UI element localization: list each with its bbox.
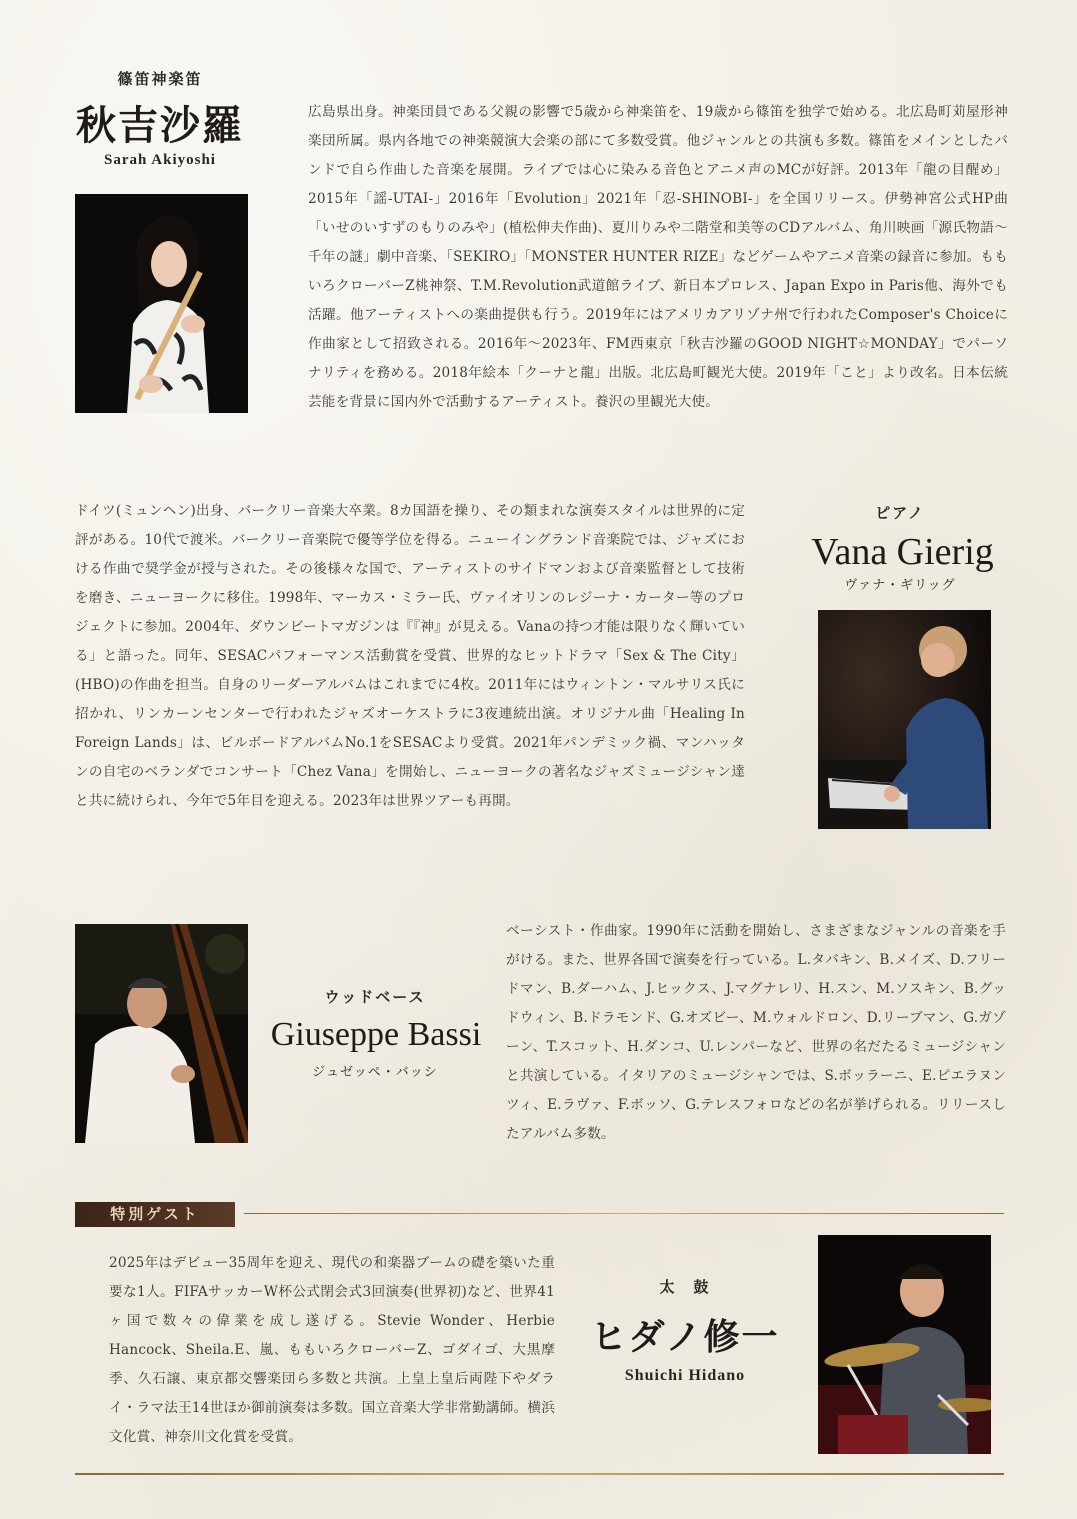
pianist-photo-icon bbox=[818, 610, 991, 829]
role-label: 篠笛神楽笛 bbox=[117, 70, 203, 88]
divider bbox=[244, 1213, 1004, 1214]
performer-name-en: Shuichi Hidano bbox=[624, 1367, 746, 1384]
performer-name-en: Sarah Akiyoshi bbox=[104, 152, 216, 168]
role-label: ピアノ bbox=[875, 504, 925, 522]
performer-bio: 広島県出身。神楽団員である父親の影響で5歳から神楽笛を、19歳から篠笛を独学で始める。北広島町苅屋形神楽団所属。県内各地での神楽競演大会楽の部にて多数受賞。他ジャンルとの共演も多数。篠笛をメインとしたバンドで自ら作曲した音楽を展開。ライブでは心に染みる音色とアニメ声のMCが好評。2013年「龍の目醒め」2015年「謡-UTAI-」2016年「Evolution」2021年「忍-SHINOBI-」を全国リリース。伊勢神宮公式HP曲「いせのいすずのもりのみや」(植松伸夫作曲)、夏川りみや二階堂和美等のCDアルバム、角川映画「源氏物語〜千年の謎」劇中音楽、「SEKIRO」「MONSTER HUNTER RIZE」などゲームやアニメ音楽の録音に参加。ももいろクローバーZ桃神祭、T.M.Revolution武道館ライブ、新日本プロレス、Japan Expo in Paris他、海外でも活躍。他アーティストへの楽曲提供も行う。2019年にはアメリカアリゾナ州で行われたComposer's Choiceに作曲家として招致される。2016年〜2023年、FM西東京「秋吉沙羅のGOOD NIGHT☆MONDAY」でパーソナリティを務める。2018年絵本「クーナと龍」出版。北広島町観光大使。2019年「こと」より改名。日本伝統芸能を背景に国内外で活動するアーティスト。養沢の里観光大使。 bbox=[308, 104, 1008, 410]
bassist-photo-icon bbox=[75, 924, 248, 1143]
special-guest-label: 特別ゲスト bbox=[75, 1202, 235, 1227]
performer-name-en: Vana Gierig bbox=[811, 531, 994, 573]
performer-name-en: Giuseppe Bassi bbox=[270, 1016, 482, 1053]
performer-bio: 2025年はデビュー35周年を迎え、現代の和楽器ブームの礎を築いた重要な1人。FIFAサッカーW杯公式閉会式3回演奏(世界初)など、世界41ヶ国で数々の偉業を成し遂げる。Stevie Wonder、Herbie Hancock、Sheila.E、嵐、ももいろクローバーZ、ゴダイゴ、大黒摩季、久石譲、東京都交響楽団ら多数と共演。上皇上皇后両陛下やダライ・ラマ法王14世ほか御前演奏は多数。国立音楽大学非常勤講師。横浜文化賞、神奈川文化賞を受賞。 bbox=[109, 1255, 555, 1445]
performer-name-kana: ジュゼッペ・バッシ bbox=[312, 1065, 438, 1080]
performer-photo bbox=[818, 1235, 991, 1454]
drummer-photo-icon bbox=[818, 1235, 991, 1454]
performer-photo bbox=[75, 924, 248, 1143]
role-label: ウッドベース bbox=[324, 988, 426, 1006]
performer-photo bbox=[75, 194, 248, 413]
performer-name-kana: ヴァナ・ギリッグ bbox=[844, 578, 956, 593]
performer-bio: ドイツ(ミュンヘン)出身、バークリー音楽大卒業。8カ国語を操り、その類まれな演奏スタイルは世界的に定評がある。10代で渡米。バークリー音楽院で優等学位を得る。ニューイングランド音楽院では、ジャズにおける作曲で奨学金が授与された。その後様々な国で、アーティストのサイドマンおよび音楽監督として技術を磨き、ニューヨークに移住。1998年、マーカス・ミラー氏、ヴァイオリンのレジーナ・カーター等のプロジェクトに参加。2004年、ダウンビートマガジンは『『神』が見える。Vanaの持つ才能は限りなく輝いている」と語った。同年、SESACパフォーマンス活動賞を受賞、世界的なヒットドラマ「Sex & The City」(HBO)の作曲を担当。自身のリーダーアルバムはこれまでに4枚。2011年にはウィントン・マルサリス氏に招かれ、リンカーンセンターで行われたジャズオーケストラに3夜連続出演。オリジナル曲「Healing In Foreign Lands」は、ビルボードアルバムNo.1をSESACより受賞。2021年パンデミック禍、マンハッタンの自宅のベランダでコンサート「Chez Vana」を開始し、ニューヨークの著名なジャズミュージシャン達と共に続けられ、今年で5年目を迎える。2023年は世界ツアーも再開。 bbox=[75, 503, 745, 809]
role-label: 太 鼓 bbox=[659, 1278, 711, 1296]
divider bbox=[75, 1473, 1004, 1475]
performer-name-jp: ヒダノ修一 bbox=[590, 1316, 780, 1358]
performer-bio: ベーシスト・作曲家。1990年に活動を開始し、さまざまなジャンルの音楽を手がける。また、世界各国で演奏を行っている。L.タバキン、B.メイズ、D.フリードマン、B.ダーハム、J.ヒックス、J.マグナレリ、H.スン、M.ソスキン、B.グッドウィン、B.ドラモンド、G.オズビー、M.ウォルドロン、D.リーブマン、G.ガゾーン、T.スコット、H.ダンコ、U.レンパーなど、世界の名だたるミュージシャンと共演している。イタリアのミュージシャンでは、S.ボッラーニ、E.ピエラヌンツィ、E.ラヴァ、F.ボッソ、G.テレスフォロなどの名が挙げられる。リリースしたアルバム多数。 bbox=[506, 923, 1006, 1142]
performer-photo bbox=[818, 610, 991, 829]
performer-name-jp: 秋吉沙羅 bbox=[76, 102, 244, 149]
flute-player-photo-icon bbox=[75, 194, 248, 413]
